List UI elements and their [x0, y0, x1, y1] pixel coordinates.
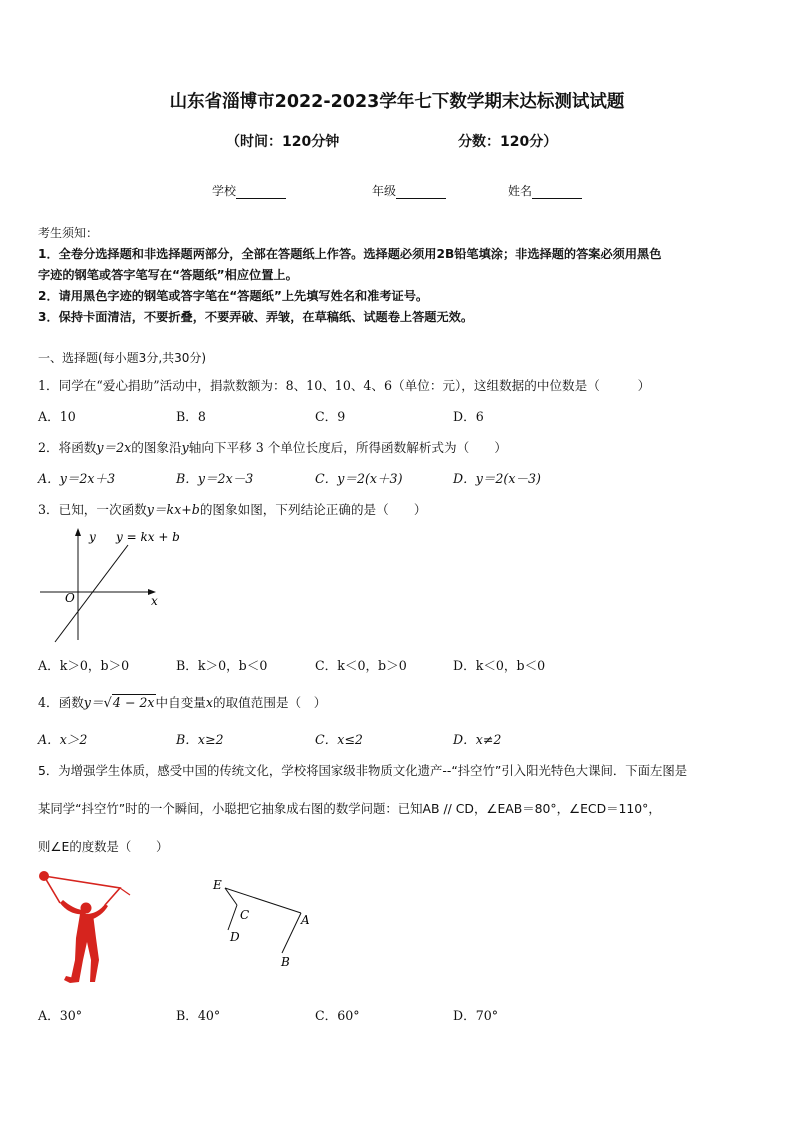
diabolo-figure-icon: [39, 871, 130, 983]
notice-item-3: 3．保持卡面清洁，不要折叠，不要弄破、弄皱，在草稿纸、试题卷上答题无效。: [38, 310, 474, 324]
graph-y-label: y: [89, 530, 96, 544]
graph-origin-label: O: [65, 591, 75, 605]
question-1: 1．同学在“爱心捐助”活动中，捐款数额为：8、10、10、4、6（单位：元），这组数据的中位数是（ ）: [38, 378, 651, 393]
question-5-line-3: 则∠E的度数是（ ）: [38, 839, 169, 854]
school-label: 学校: [212, 184, 237, 198]
y-axis-arrow-icon: [75, 528, 81, 536]
q3-option-c: C．k＜0，b＞0: [315, 658, 407, 673]
graph-line-label: y = kx + b: [116, 530, 180, 544]
label-C: C: [240, 908, 250, 922]
notice-heading: 考生须知：: [38, 226, 99, 240]
grade-label: 年级: [372, 184, 397, 198]
label-E: E: [213, 878, 222, 892]
notice-item-1b: 字迹的钢笔或答字笔写在“答题纸”相应位置上。: [38, 268, 298, 282]
q1-option-b: B．8: [176, 409, 206, 424]
q2-option-d: D．y＝2(x－3): [453, 471, 541, 486]
q2-option-a: A．y＝2x＋3: [38, 471, 116, 486]
score-label: 分数：120分）: [458, 134, 558, 150]
sqrt-radicand: 4 − 2x: [112, 695, 155, 710]
label-A: A: [301, 913, 310, 927]
q5-option-a: A．30°: [38, 1008, 83, 1023]
page-title: 山东省淄博市2022-2023学年七下数学期末达标测试试题: [169, 92, 625, 112]
q4-option-d: D．x≠2: [453, 732, 502, 747]
q5-option-d: D．70°: [453, 1008, 499, 1023]
q4-option-c: C．x≤2: [315, 732, 363, 747]
q1-option-d: D．6: [453, 409, 484, 424]
question-3: 3．已知，一次函数y＝kx+b的图象如图，下列结论正确的是（ ）: [38, 502, 427, 517]
question-5-line-1: 5．为增强学生体质，感受中国的传统文化，学校将国家级非物质文化遗产--“抖空竹”引入阳光特色大课间．下面左图是: [38, 763, 688, 778]
q3-option-a: A．k＞0，b＞0: [38, 658, 130, 673]
section-heading: 一、选择题(每小题3分,共30分): [38, 351, 207, 365]
q2-option-c: C．y＝2(x＋3): [315, 471, 403, 486]
q5-option-b: B．40°: [176, 1008, 221, 1023]
question-2: 2．将函数y＝2x的图象沿y轴向下平移 3 个单位长度后，所得函数解析式为（ ）: [38, 440, 507, 455]
question-4: 4．函数y＝√4 − 2x中自变量x的取值范围是（ ）: [38, 695, 327, 711]
q2-option-b: B．y＝2x－3: [176, 471, 254, 486]
name-label: 姓名: [508, 184, 533, 198]
q4-option-a: A．x＞2: [38, 732, 88, 747]
notice-item-1: 1．全卷分选择题和非选择题两部分，全部在答题纸上作答。选择题必须用2B铅笔填涂；非选择题的答案必须用黑色: [38, 247, 662, 261]
label-B: B: [281, 955, 290, 969]
q4-option-b: B．x≥2: [176, 732, 224, 747]
notice-item-2: 2．请用黑色字迹的钢笔或答字笔在“答题纸”上先填写姓名和准考证号。: [38, 289, 429, 303]
q5-option-c: C．60°: [315, 1008, 360, 1023]
q1-option-a: A．10: [38, 409, 76, 424]
q1-option-c: C．9: [315, 409, 346, 424]
segment-EA: [225, 888, 301, 913]
label-D: D: [230, 930, 240, 944]
segment-AB: [282, 913, 301, 953]
q3-option-b: B．k＞0，b＜0: [176, 658, 268, 673]
graph-x-label: x: [151, 594, 158, 608]
q3-option-d: D．k＜0，b＜0: [453, 658, 546, 673]
segment-EC: [225, 888, 237, 905]
question-5-line-2: 某同学“抖空竹”时的一个瞬间，小聪把它抽象成右图的数学问题：已知AB // CD，∠EAB＝80°，∠ECD＝110°，: [38, 801, 661, 816]
segment-CD: [228, 905, 237, 930]
time-label: （时间：120分钟: [226, 134, 340, 150]
